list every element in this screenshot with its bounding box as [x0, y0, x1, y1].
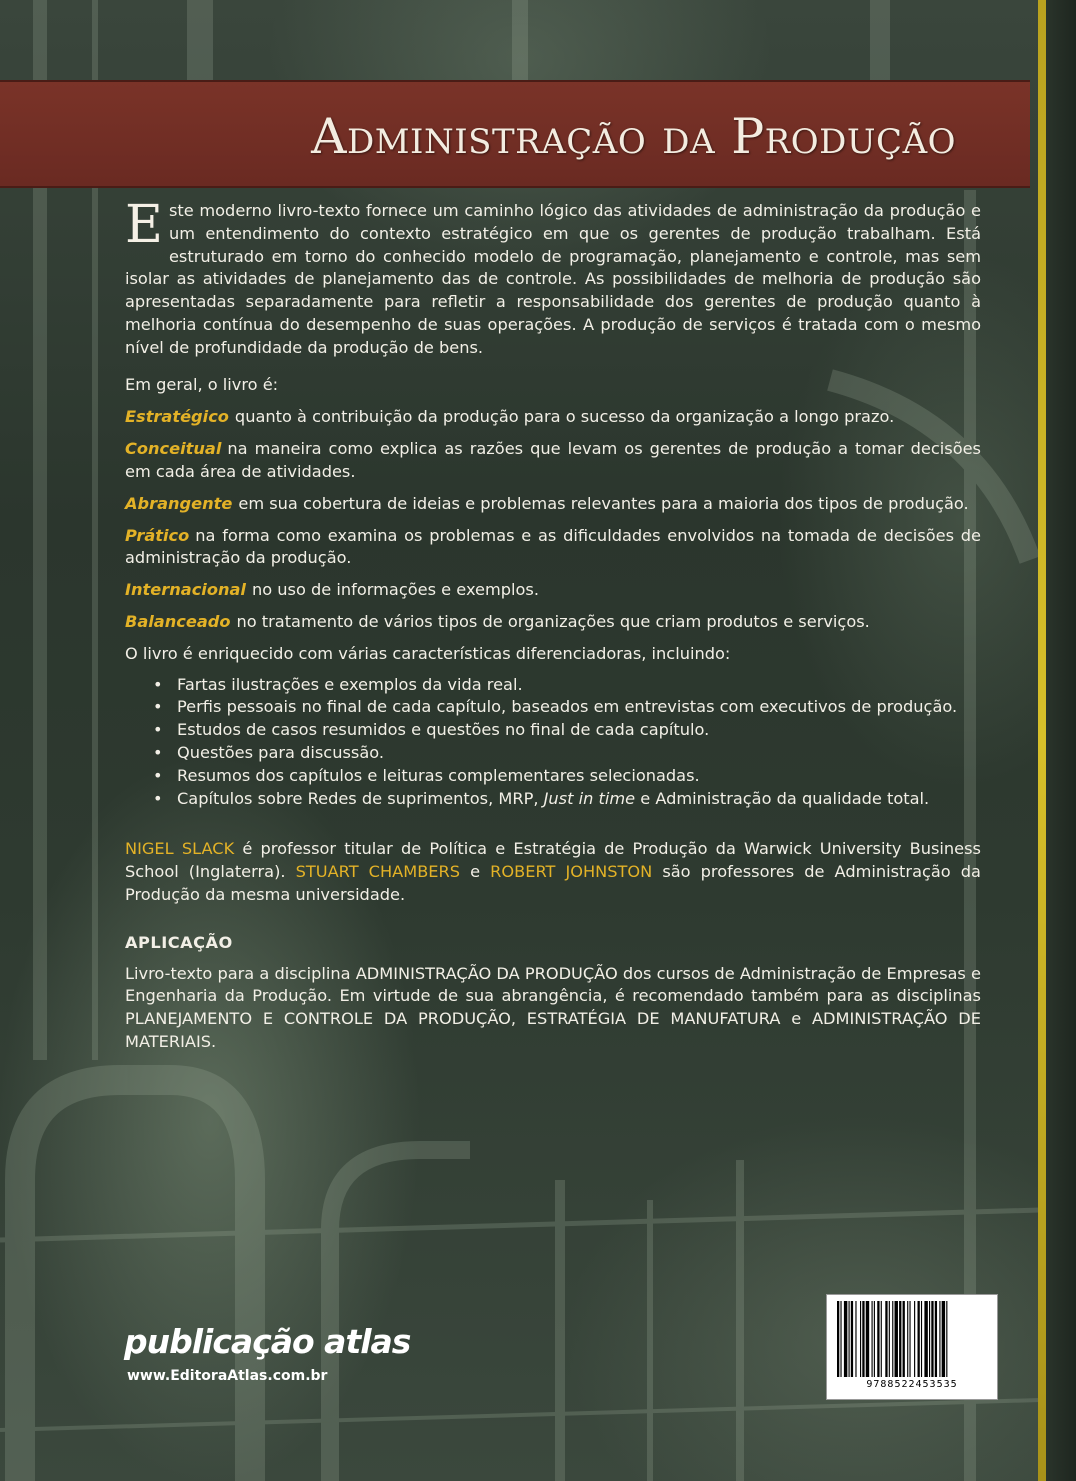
feature-item: • Questões para discussão. [153, 742, 981, 765]
author-name: ROBERT JOHNSTON [490, 862, 653, 882]
quality-text: na maneira como explica as razões que levam os gerentes de produção a tomar decisões em cada área de atividades. [125, 439, 981, 481]
barcode-bar [862, 1301, 864, 1377]
barcode-bar [866, 1301, 869, 1377]
feature-item: • Estudos de casos resumidos e questões no final de cada capítulo. [153, 719, 981, 742]
quality-keyword: Conceitual [125, 439, 222, 459]
feature-item: • Fartas ilustrações e exemplos da vida real. [153, 674, 981, 697]
quality-text: em sua cobertura de ideias e problemas relevantes para a maioria dos tipos de produção. [238, 493, 969, 513]
drop-cap: E [125, 195, 163, 255]
quality-item [125, 493, 981, 516]
publisher-logo: publicação atlas [124, 1322, 411, 1361]
quality-text: na forma como examina os problemas e as dificuldades envolvidos na tomada de decisões de administração da produção. [125, 525, 981, 568]
intro-text: ste moderno livro-texto fornece um caminho lógico das atividades de administração da produção e um entendimento do contexto estratégico em que os gerentes de produção trabalham. Está estruturado em torno do conhecido modelo de programação, planejamento e controle, mas sem isolar as atividades de planejamento das de controle. As possibilidades de melhoria de produção são apresentadas separadamente para refletir a responsabilidade dos gerentes de produção quanto à melhoria contínua do desempenho de suas operações. A produção de serviços é tratada com o mesmo nível de profundidade da produção de bens. [125, 201, 981, 357]
barcode-bar [877, 1301, 879, 1377]
barcode-bar [907, 1301, 908, 1377]
barcode-bar [892, 1301, 893, 1377]
quality-keyword: Balanceado [125, 611, 231, 631]
quality-keyword: Internacional [125, 580, 246, 600]
quality-text: no tratamento de vários tipos de organizações que criam produtos e serviços. [236, 611, 870, 631]
quality-item [125, 438, 981, 484]
barcode-bar [903, 1301, 905, 1377]
barcode-bar [921, 1301, 922, 1377]
barcode-bar [855, 1301, 856, 1377]
author-name: STUART CHAMBERS [295, 862, 461, 882]
barcode-bar [840, 1301, 841, 1377]
barcode-bars [833, 1301, 991, 1377]
barcode-bar [935, 1301, 937, 1377]
quality-item [125, 525, 981, 571]
quality-keyword: Estratégico [125, 407, 229, 427]
barcode-bar [946, 1301, 947, 1377]
quality-keyword: Abrangente [125, 493, 233, 513]
spine-yellow-stripe [1038, 0, 1046, 1481]
barcode-bar [929, 1301, 930, 1377]
barcode-bar [899, 1301, 901, 1377]
barcode-bar [860, 1301, 861, 1377]
features-intro: O livro é enriquecido com várias características diferenciadoras, incluindo: [125, 643, 731, 663]
publisher-url: www.EditoraAtlas.com.br [127, 1368, 328, 1384]
application-text: Livro-texto para a disciplina ADMINISTRAÇÃO DA PRODUÇÃO dos cursos de Administração de Empresas e Engenharia da Produção. Em virtude de sua abrangência, é recomendado também para as disciplinas PLANEJAMENTO E CONTROLE DA PRODUÇÃO, ESTRATÉGIA DE MANUFATURA e ADMINISTRAÇÃO DE MATERIAIS. [125, 963, 981, 1051]
quality-item [125, 611, 981, 634]
barcode-bar [874, 1301, 875, 1377]
barcode-bar [889, 1301, 890, 1377]
barcode-bar [837, 1301, 839, 1377]
barcode-bar [849, 1301, 850, 1377]
quality-text: quanto à contribuição da produção para o sucesso da organização a longo prazo. [234, 407, 895, 427]
barcode-bar [939, 1301, 940, 1377]
barcode-bar [895, 1301, 898, 1377]
isbn-barcode [826, 1294, 998, 1400]
barcode-bar [909, 1301, 910, 1377]
quality-keyword: Prático [125, 525, 190, 545]
feature-item: • Resumos dos capítulos e leituras complementares selecionadas. [153, 765, 981, 788]
barcode-bar [881, 1301, 882, 1377]
author-name: NIGEL SLACK [125, 839, 235, 859]
quality-item [125, 406, 981, 429]
bullet-icon: • [153, 742, 163, 762]
barcode-bar [914, 1301, 915, 1377]
authors-paragraph: NIGEL SLACK é professor titular de Política e Estratégia de Produção da Warwick University Business School (Inglaterra). STUART CHAMBERS e ROBERT JOHNSTON são professores de Administração da Produção da mesma universidade. [125, 839, 981, 904]
barcode-bar [844, 1301, 847, 1377]
spine-edge [1046, 0, 1076, 1481]
barcode-bar [872, 1301, 873, 1377]
bullet-icon: • [153, 788, 163, 808]
quality-text: no uso de informações e exemplos. [251, 580, 540, 600]
barcode-bar [918, 1301, 920, 1377]
bullet-icon: • [153, 720, 163, 740]
barcode-bar [885, 1301, 887, 1377]
application-heading: APLICAÇÃO [125, 932, 233, 952]
book-title: Administração da Produção [311, 108, 956, 165]
back-cover-text [125, 195, 981, 1054]
feature-item: • Capítulos sobre Redes de suprimentos, MRP, Just in time e Administração da qualidade total. [153, 788, 981, 811]
quality-item [125, 579, 981, 602]
isbn-digits: 9788522453535 [866, 1379, 958, 1390]
bullet-icon: • [153, 674, 163, 694]
em-geral-line: Em geral, o livro é: [125, 374, 279, 394]
barcode-bar [942, 1301, 945, 1377]
bullet-icon: • [153, 697, 163, 717]
bullet-icon: • [153, 765, 163, 785]
features-list [153, 674, 981, 811]
intro-paragraph [125, 195, 981, 360]
barcode-bar [851, 1301, 853, 1377]
feature-item: • Perfis pessoais no final de cada capítulo, baseados em entrevistas com executivos de produção. [153, 696, 981, 719]
barcode-bar [924, 1301, 927, 1377]
barcode-bar [931, 1301, 933, 1377]
